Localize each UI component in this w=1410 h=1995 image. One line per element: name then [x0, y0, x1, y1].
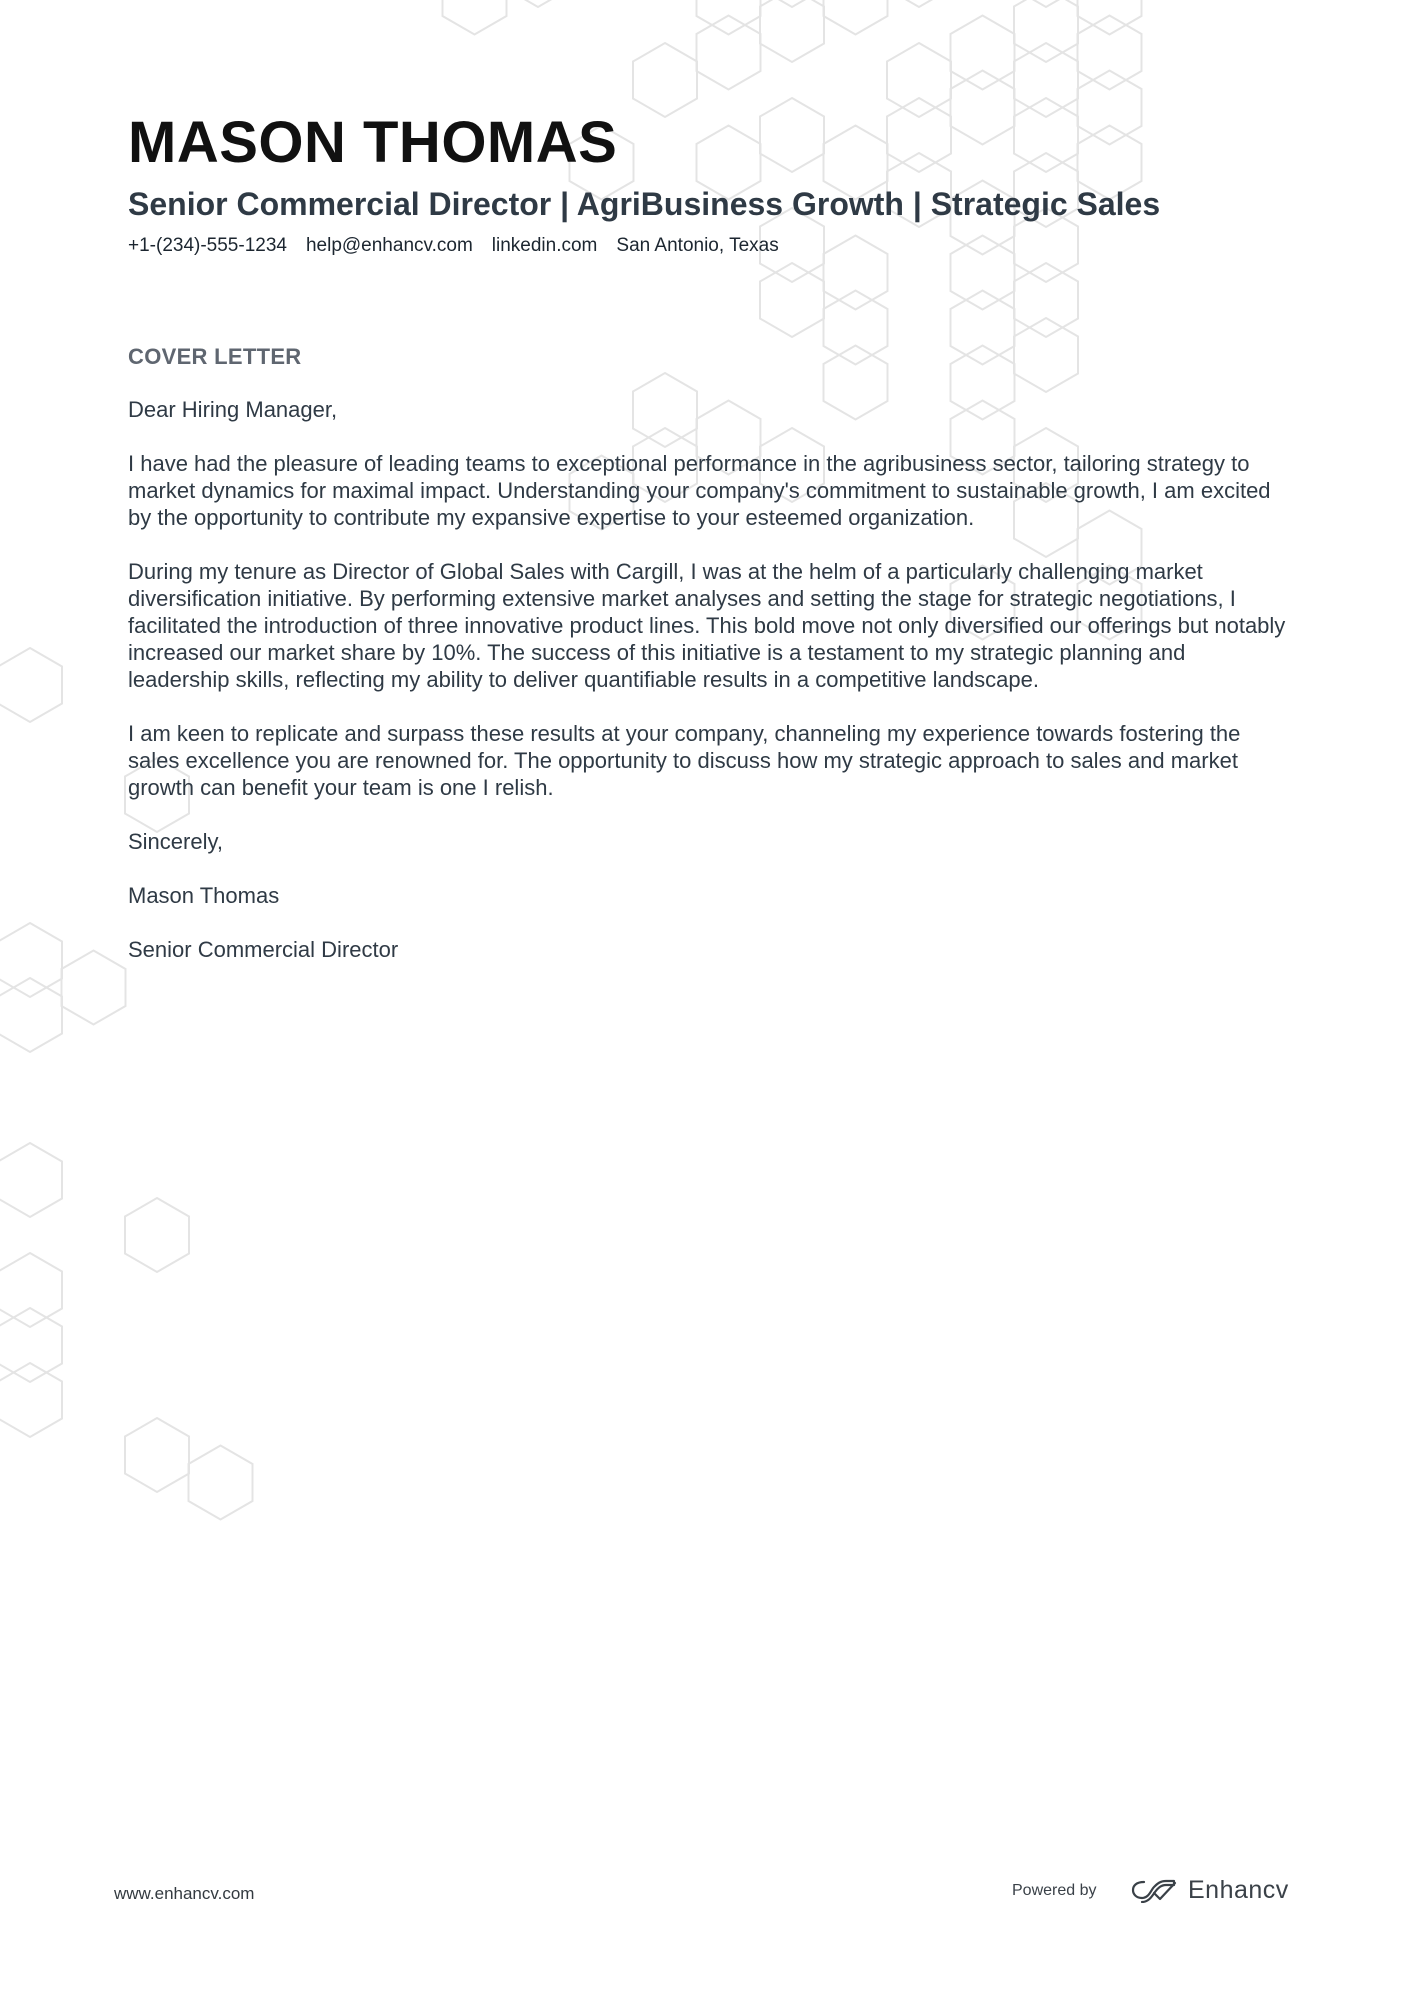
closing: Sincerely, [128, 829, 223, 854]
email-address: help@enhancv.com [305, 235, 473, 256]
signature-name: Mason Thomas [128, 883, 280, 908]
applicant-headline: Senior Commercial Director | AgriBusiness Growth | Strategic Sales [128, 186, 1161, 222]
linkedin-link[interactable]: linkedin.com [491, 235, 598, 256]
letter-paragraph-2: During my tenure as Director of Global Sales with Cargill, I was at the helm of a particularly challenging market diversification initiative. By performing extensive market analyses and setting the stage for strategic negotiations, I facilitated the introduction of three innovative product lines. This bold move not only diversified our offerings but notably increased our market share by 10%. The success of this initiative is a testament to my strategic planning and leadership skills, reflecting my ability to deliver quantifiable results in a competitive landscape. [128, 559, 1286, 692]
location: San Antonio, Texas [616, 235, 779, 256]
letter-paragraph-3: I am keen to replicate and surpass these results at your company, channeling my experience towards fostering the sales excellence you are renowned for. The opportunity to discuss how my strategic approach to sales and market growth can benefit your team is one I relish. [128, 721, 1241, 800]
phone-number: +1-(234)-555-1234 [128, 235, 287, 256]
footer-website-link[interactable]: www.enhancv.com [114, 1884, 255, 1903]
brand-logo-link[interactable] [1130, 1870, 1289, 1910]
applicant-name: MASON THOMAS [128, 110, 618, 175]
letter-paragraph-1: I have had the pleasure of leading teams to exceptional performance in the agribusiness sector, tailoring strategy to market dynamics for maximal impact. Understanding your company's commitment to sustainable growth, I am excited by the opportunity to contribute my expansive expertise to your esteemed organization. [128, 451, 1271, 530]
letter-body [128, 396, 1288, 990]
contact-info [128, 232, 779, 260]
brand-wordmark: Enhancv [1188, 1876, 1289, 1904]
enhancv-logo-icon [1130, 1877, 1178, 1903]
signature-title: Senior Commercial Director [128, 937, 399, 962]
powered-by-label: Powered by [1012, 1882, 1097, 1899]
salutation: Dear Hiring Manager, [128, 397, 338, 422]
section-title-cover-letter: COVER LETTER [128, 344, 302, 369]
